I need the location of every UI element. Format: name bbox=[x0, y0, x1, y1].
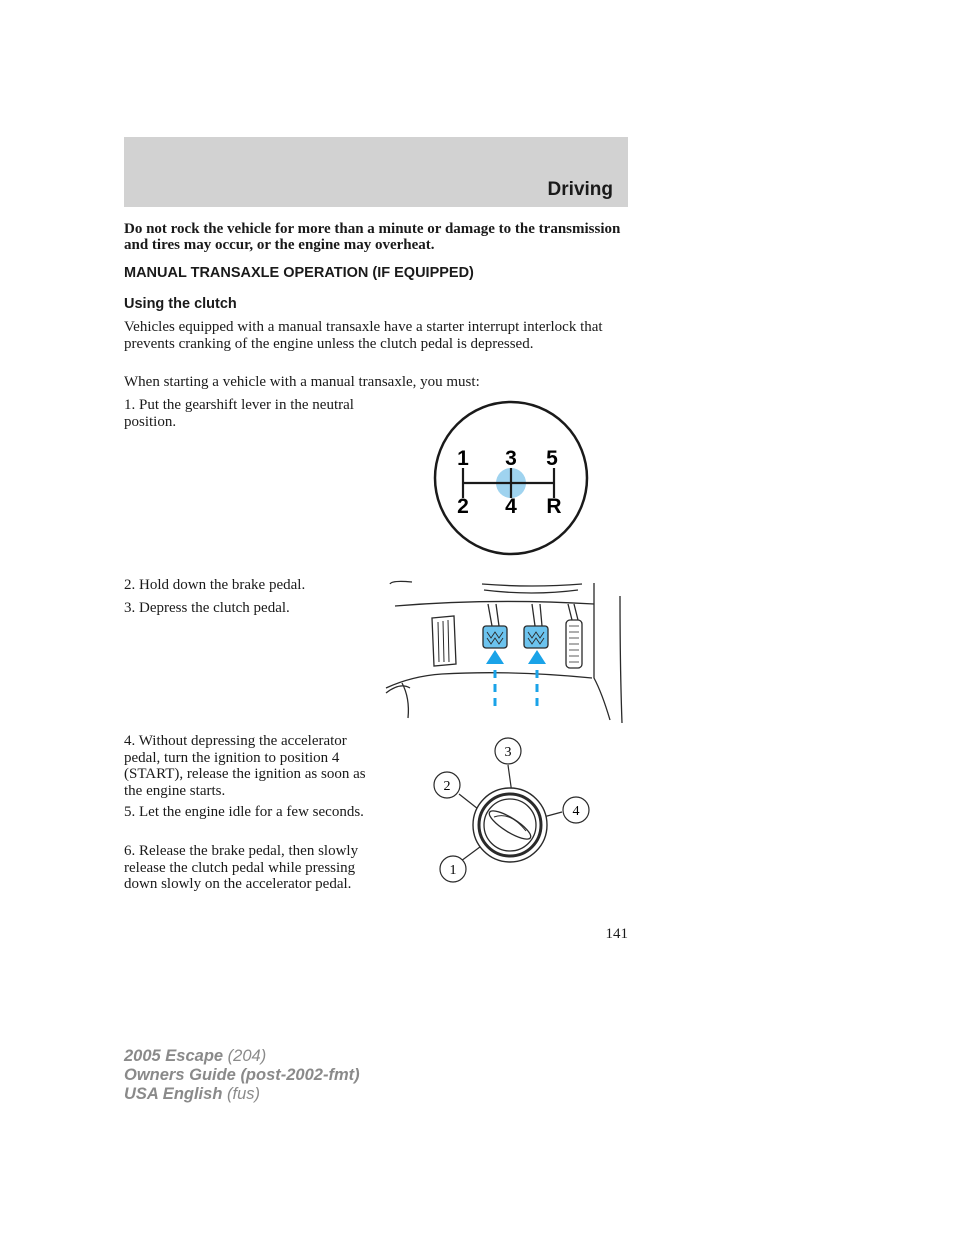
brake-arrow-icon bbox=[528, 650, 546, 664]
floor-mat-edge bbox=[386, 673, 592, 688]
gear-label-2: 2 bbox=[457, 495, 469, 518]
ignition-cylinder bbox=[473, 788, 547, 862]
svg-text:2: 2 bbox=[443, 779, 451, 794]
section-title: Driving bbox=[547, 179, 613, 200]
paragraph-intro: When starting a vehicle with a manual transaxle, you must: bbox=[124, 374, 480, 390]
footer-line-1: 2005 Escape (204) bbox=[124, 1047, 267, 1065]
svg-text:3: 3 bbox=[504, 745, 512, 760]
section-heading: MANUAL TRANSAXLE OPERATION (IF EQUIPPED) bbox=[124, 265, 474, 281]
svg-text:1: 1 bbox=[449, 863, 457, 878]
position-marker-4 bbox=[563, 797, 589, 823]
step-6: 6. Release the brake pedal, then slowly release the clutch pedal while pressing down slowly on the accelerator pedal. bbox=[124, 843, 359, 892]
pedals-diagram bbox=[382, 578, 627, 728]
gear-label-reverse: R bbox=[546, 495, 562, 518]
tunnel-edge bbox=[594, 583, 610, 720]
brake-pedal bbox=[524, 604, 548, 648]
ignition-diagram bbox=[430, 735, 595, 890]
svg-text:4: 4 bbox=[572, 804, 580, 819]
subheading: Using the clutch bbox=[124, 296, 237, 312]
floor-edge bbox=[395, 601, 594, 606]
footrest-pedal bbox=[432, 616, 456, 666]
dash-edge-top bbox=[482, 584, 582, 586]
position-marker-2 bbox=[434, 772, 460, 798]
accelerator-pedal bbox=[566, 604, 582, 668]
step-3: 3. Depress the clutch pedal. bbox=[124, 600, 290, 616]
footer-line-3: USA English (fus) bbox=[124, 1085, 260, 1103]
step-4: 4. Without depressing the accelerator pedal, turn the ignition to position 4 (START), release the ignition as soon as the engine starts. bbox=[124, 733, 366, 799]
footer bbox=[124, 1047, 360, 1104]
warning-text: Do not rock the vehicle for more than a minute or damage to the transmission and tires may occur, or the engine may overheat. bbox=[124, 221, 621, 253]
position-marker-3 bbox=[495, 738, 521, 764]
step-1: 1. Put the gearshift lever in the neutral position. bbox=[124, 397, 354, 430]
press-arrows bbox=[486, 650, 546, 710]
dash-edge-left bbox=[390, 581, 412, 584]
footer-line-2: Owners Guide (post-2002-fmt) bbox=[124, 1066, 360, 1084]
page-number: 141 bbox=[605, 926, 628, 942]
shift-pattern-diagram bbox=[432, 400, 592, 560]
gear-label-1: 1 bbox=[457, 447, 469, 470]
paragraph-interlock: Vehicles equipped with a manual transaxle have a starter interrupt interlock that prevents cranking of the engine unless the clutch pedal is depressed. bbox=[124, 319, 603, 352]
clutch-arrow-icon bbox=[486, 650, 504, 664]
gear-label-3: 3 bbox=[505, 447, 517, 470]
gear-label-5: 5 bbox=[546, 447, 558, 470]
position-marker-1 bbox=[440, 856, 466, 882]
section-header bbox=[124, 137, 628, 207]
step-5: 5. Let the engine idle for a few seconds. bbox=[124, 804, 364, 820]
step-2: 2. Hold down the brake pedal. bbox=[124, 577, 306, 593]
gear-label-4: 4 bbox=[505, 495, 517, 518]
clutch-pedal bbox=[483, 604, 507, 648]
